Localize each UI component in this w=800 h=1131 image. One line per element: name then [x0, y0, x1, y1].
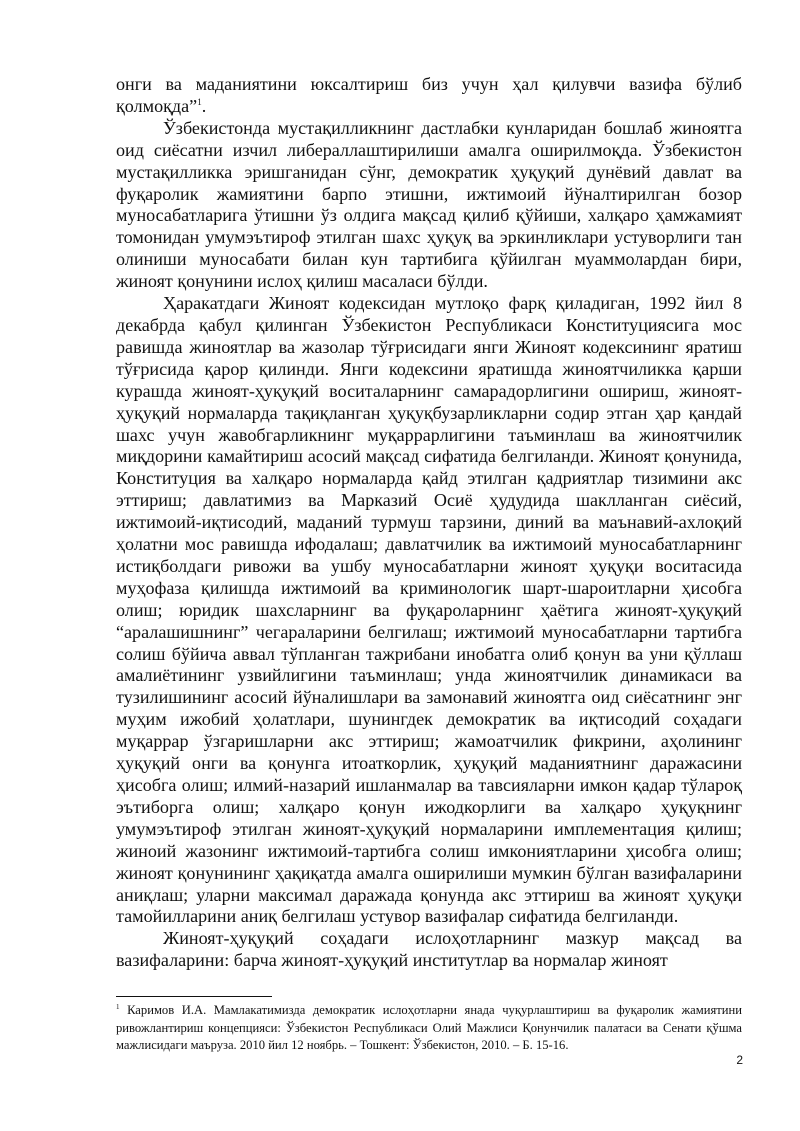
paragraph-2: Ўзбекистонда мустақилликнинг дастлабки кунларидан бошлаб жиноятга оид сиёсатни изчил либераллаштирилиши амалга оширилмоқда. Ўзбекистон мустақилликка эришганидан сўнг, демократик ҳуқуқий дунёвий давлат ва фуқаролик жамиятини барпо этишни, ижтимоий йўналтирилган бозор муносабатларига ўтишни ўз олдига мақсад қилиб қўйиши, халқаро ҳамжамият томонидан умумэътироф этилган шахс ҳуқуқ ва эркинликлари устуворлиги тан олиниши муносабати билан кун тартибига қўйилган муаммолардан бири, жиноят қонунини ислоҳ қилиш масаласи бўлди. [116, 117, 742, 292]
paragraph-3: Ҳаракатдаги Жиноят кодексидан мутлоқо фарқ қиладиган, 1992 йил 8 декабрда қабул қилинган Ўзбекистон Республикаси Конституциясига мос равишда жиноятлар ва жазолар тўғрисидаги янги Жиноят кодексининг яратиш тўғрисида қарор қилинди. Янги кодексини яратишда жиноятчиликка қарши курашда жиноят-ҳуқуқий воситаларнинг самарадорлигини ошириш, жиноят-ҳуқуқий нормаларда тақиқланган ҳуқуқбузарликларни содир этган ҳар қандай шахс учун жавобгарликнинг муқаррарлигини таъминлаш ва жиноятчилик миқдорини камайтириш асосий мақсад сифатида белгиланди. Жиноят қонунида, Конституция ва халқаро нормаларда қайд этилган қадриятлар тизимини акс эттириш; давлатимиз ва Марказий Осиё ҳудудида шаклланган сиёсий, ижтимоий-иқтисодий, маданий турмуш тарзини, диний ва маънавий-ахлоқий ҳолатни мос равишда ифодалаш; давлатчилик ва ижтимоий муносабатларнинг истиқболдаги ривожи ва ушбу муносабатларни жиноят ҳуқуқи воситасида муҳофаза қилишда ижтимоий ва криминологик шарт-шароитларни ҳисобга олиш; юридик шахсларнинг ва фуқароларнинг ҳаётига жиноят-ҳуқуқий “аралашишнинг” чегараларини белгилаш; ижтимоий муносабатларни тартибга солиш бўйича аввал тўпланган тажрибани инобатга олиб қонун ва уни қўллаш амалиётининг узвийлигини таъминлаш; унда жиноятчилик динамикаси ва тузилишининг асосий йўналишлари ва замонавий жиноятга оид сиёсатнинг энг муҳим ижобий ҳолатлари, шунингдек демократик ва иқтисодий соҳадаги муқаррар ўзгаришларни акс эттириш; жамоатчилик фикрини, аҳолининг ҳуқуқий онги ва қонунга итоаткорлик, ҳуқуқий маданиятнинг даражасини ҳисобга олиш; илмий-назарий ишланмалар ва тавсияларни имкон қадар тўлароқ эътиборга олиш; халқаро қонун ижодкорлиги ва халқаро ҳуқуқнинг умумэътироф этилган жиноят-ҳуқуқий нормаларини имплементация қилиш; жиноий жазонинг ижтимоий-тартибга солиш имкониятларини ҳисобга олиш; жиноят қонунининг ҳақиқатда амалга оширилиши мумкин бўлган вазифаларини аниқлаш; уларни максимал даражада қонунда акс эттириш ва жиноят ҳуқуқи тамойилларини аниқ белгилаш устувор вазифалар сифатида белгиланди. [116, 293, 742, 927]
footnote [116, 1002, 742, 1055]
footnote-reference: 1 [197, 96, 202, 107]
paragraph-1: онги ва маданиятини юксалтириш биз учун ҳал қилувчи вазифа бўлиб қолмоқда”$^1$. [116, 74, 742, 116]
document-page [116, 74, 742, 972]
footnote-marker: 1 [116, 1002, 120, 1011]
body-text [116, 74, 742, 972]
paragraph-4: Жиноят-ҳуқуқий соҳадаги ислоҳотларнинг мазкур мақсад ва вазифаларини: барча жиноят-ҳуқуқий институтлар ва нормалар жиноят [116, 928, 742, 971]
paragraph-1-text: онги ва маданиятини юксалтириш биз учун ҳал қилувчи вазифа бўлиб қолмоқда” [116, 74, 742, 116]
footnote-text: Каримов И.А. Мамлакатимизда демократик ислоҳотларни янада чуқурлаштириш ва фуқаролик жамиятини ривожлантириш концепцияси: Ўзбекистон Республикаси Олий Мажлиси Қонунчилик палатаси ва Сенати қўшма мажлисидаги маъруза. 2010 йил 12 ноябрь. – Тошкент: Ўзбекистон, 2010. – Б. 15-16. [116, 1003, 742, 1053]
footnote-divider [116, 996, 272, 997]
page-number: 2 [736, 1053, 743, 1067]
